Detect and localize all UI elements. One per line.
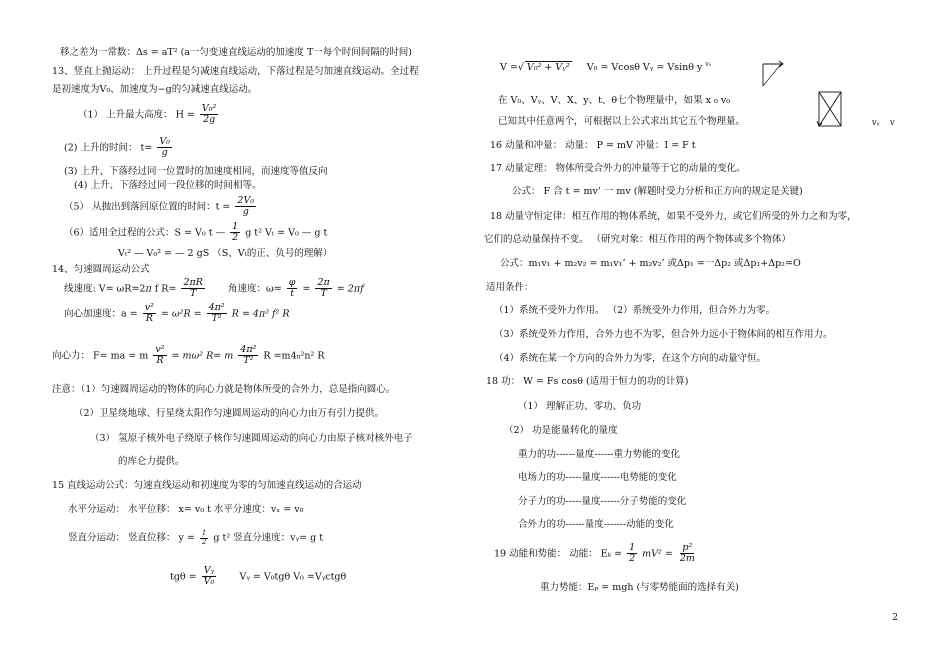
note-line: （3） 氢原子核外电子绕原子核作匀速圆周运动的向心力由原子核对核外电子 bbox=[90, 433, 413, 444]
section-15-heading: 15 直线运动公式：匀速直线运动和初速度为零的匀加速直线运动的合运动 bbox=[52, 480, 362, 491]
text-line: （1） 理解正功、零功、负功 bbox=[518, 401, 642, 412]
text-line: 它们的总动量保持不变。 （研究对象：相互作用的两个物体或多个物体） bbox=[484, 234, 792, 245]
note-line: 注意：（1）匀速圆周运动的物体的向心力就是物体所受的合外力，总是指向圆心。 bbox=[52, 384, 396, 395]
formula-tan: tgθ = $\frac{\text{Vᵧ}}{\text{V₀}}$ Vᵧ = V₀tgθ V₀ =Vᵧctgθ bbox=[170, 565, 347, 588]
formula-horizontal: 水平分运动： 水平位移： x= v₀ t 水平分速度：vₓ = v₀ bbox=[68, 504, 304, 515]
text-line: 已知其中任意两个，可根据以上公式求出其它五个物理量。 bbox=[498, 116, 746, 127]
text-line: 适用条件： bbox=[486, 282, 534, 293]
formula-angular: 线速度: V= ωR=2π f R= $\frac{2\pi R}{T}$ 角速度：ω= $\frac{\varphi}{t}$ = $\frac{2\pi}{T}$ = 2πf bbox=[64, 277, 364, 300]
velocity-diagram bbox=[755, 52, 845, 132]
condition-line: （3）系统受外力作用，合外力也不为零，但合外力远小于物体间的相互作用力。 bbox=[494, 329, 833, 340]
formula-centripetal-force: 向心力： F= ma = m $\frac{\text{v²}}{R}$ = mω² R= m $\frac{\text{4π²}}{\text{T²}}$ R =m4π²n² R bbox=[52, 344, 325, 367]
formula-full-process: （6）适用全过程的公式：S = V₀ t — $\frac{1}{2}$ g t² Vₜ = V₀ — g t bbox=[64, 221, 328, 244]
formula-max-height: （1） 上升最大高度： H = $\frac{\text{V₀²}}{2g}$ bbox=[78, 103, 217, 126]
label-v: v bbox=[890, 118, 895, 127]
trajectory-line bbox=[763, 64, 781, 86]
work-energy-line: 分子力的功-----量度------分子势能的变化 bbox=[518, 496, 687, 507]
text-line: (3) 上升、下落经过同一位置时的加速度相同，而速度等值反向 bbox=[64, 166, 328, 177]
formula-return-time: （5） 从抛出到落回原位置的时间：t = $\frac{\text{2V₀}}{g}$ bbox=[64, 195, 255, 218]
formula-rise-time: (2) 上升的时间： t= $\frac{\text{V₀}}{g}$ bbox=[64, 136, 170, 159]
page-number: 2 bbox=[892, 613, 898, 623]
condition-line: （1）系统不受外力作用。 （2）系统受外力作用，但合外力为零。 bbox=[494, 305, 776, 316]
section-19-heading: 19 动能和势能： 动能： Eₖ = $\frac{1}{2}$ mV² = $\frac{\text{p²}}{2m}$ bbox=[494, 542, 695, 565]
text-line: 在 V₀、Vᵧ、V、X、y、t、θ七个物理量中，如果 x ₀ v₀ bbox=[498, 95, 731, 106]
note-line: 的库仑力提供。 bbox=[118, 456, 185, 467]
text-line: （2） 功是能量转化的量度 bbox=[504, 425, 618, 436]
formula-centripetal-acc: 向心加速度：a = $\frac{\text{v²}}{R}$ = ω²R = $\frac{\text{4π²}}{\text{T²}}$ R = 4π² f² R bbox=[64, 302, 290, 325]
text-line: 是初速度为V₀、加速度为−g的匀减速直线运动。 bbox=[52, 84, 258, 95]
text-line: (4) 上升、下落经过同一段位移的时间相等。 bbox=[74, 180, 262, 191]
condition-line: （4）系统在某一个方向的合外力为零，在这个方向的动量守恒。 bbox=[494, 353, 767, 364]
section-17-heading: 17 动量定理： 物体所受合外力的冲量等于它的动量的变化。 bbox=[490, 163, 746, 174]
section-13-heading: 13、竖直上抛运动： 上升过程是匀减速直线运动，下落过程是匀加速直线运动。全过程 bbox=[52, 66, 419, 77]
work-energy-line: 重力的功------量度------重力势能的变化 bbox=[518, 449, 681, 460]
formula-potential: 重力势能：Eₚ = mgh (与零势能面的选择有关) bbox=[540, 582, 739, 593]
label-vy: vᵧ bbox=[872, 118, 880, 127]
formula-momentum: 公式：m₁v₁ + m₂v₂ = m₁v₁’ + m₂v₂’ 或Δp₁ =一Δp₂ 或Δp₁+Δp₂=O bbox=[500, 258, 801, 269]
section-work-heading: 18 功： W = Fs cosθ (适用于恒力的功的计算) bbox=[486, 376, 689, 387]
formula-resultant-velocity: V =√ V₀² + Vᵧ² V₀ = Vcosθ Vᵧ = Vsinθ y $^{v_0}$ bbox=[500, 61, 712, 74]
formula-impulse: 公式： F 合 t = mv’ 一 mv (解题时受力分析和正方向的规定是关键) bbox=[512, 186, 803, 197]
formula-vertical: 竖直分运动： 竖直位移： y = $\frac{1}{2}$ g t² 竖直分速度：vᵧ= g t bbox=[68, 529, 324, 546]
work-energy-line: 电场力的功-----量度------电势能的变化 bbox=[518, 472, 677, 483]
section-18-heading: 18 动量守恒定律：相互作用的物体系统，如果不受外力，或它们所受的外力之和为零， bbox=[490, 211, 857, 222]
note-line: （2）卫星绕地球、行星绕太阳作匀速圆周运动的向心力由万有引力提供。 bbox=[74, 408, 385, 419]
work-energy-line: 合外力的功------量度-------动能的变化 bbox=[518, 519, 674, 530]
text-line: 移之差为一常数：Δs = aT² (a一匀变速直线运动的加速度 T一每个时间间隔的时间) bbox=[60, 47, 412, 58]
section-16-heading: 16 动量和冲量： 动量： P = mV 冲量：I = F t bbox=[490, 140, 696, 151]
section-14-heading: 14、匀速圆周运动公式 bbox=[52, 264, 150, 275]
formula-velocity-squared: Vₜ² — V₀² = — 2 gS （S、Vₜ的正、负号的理解） bbox=[118, 248, 333, 259]
